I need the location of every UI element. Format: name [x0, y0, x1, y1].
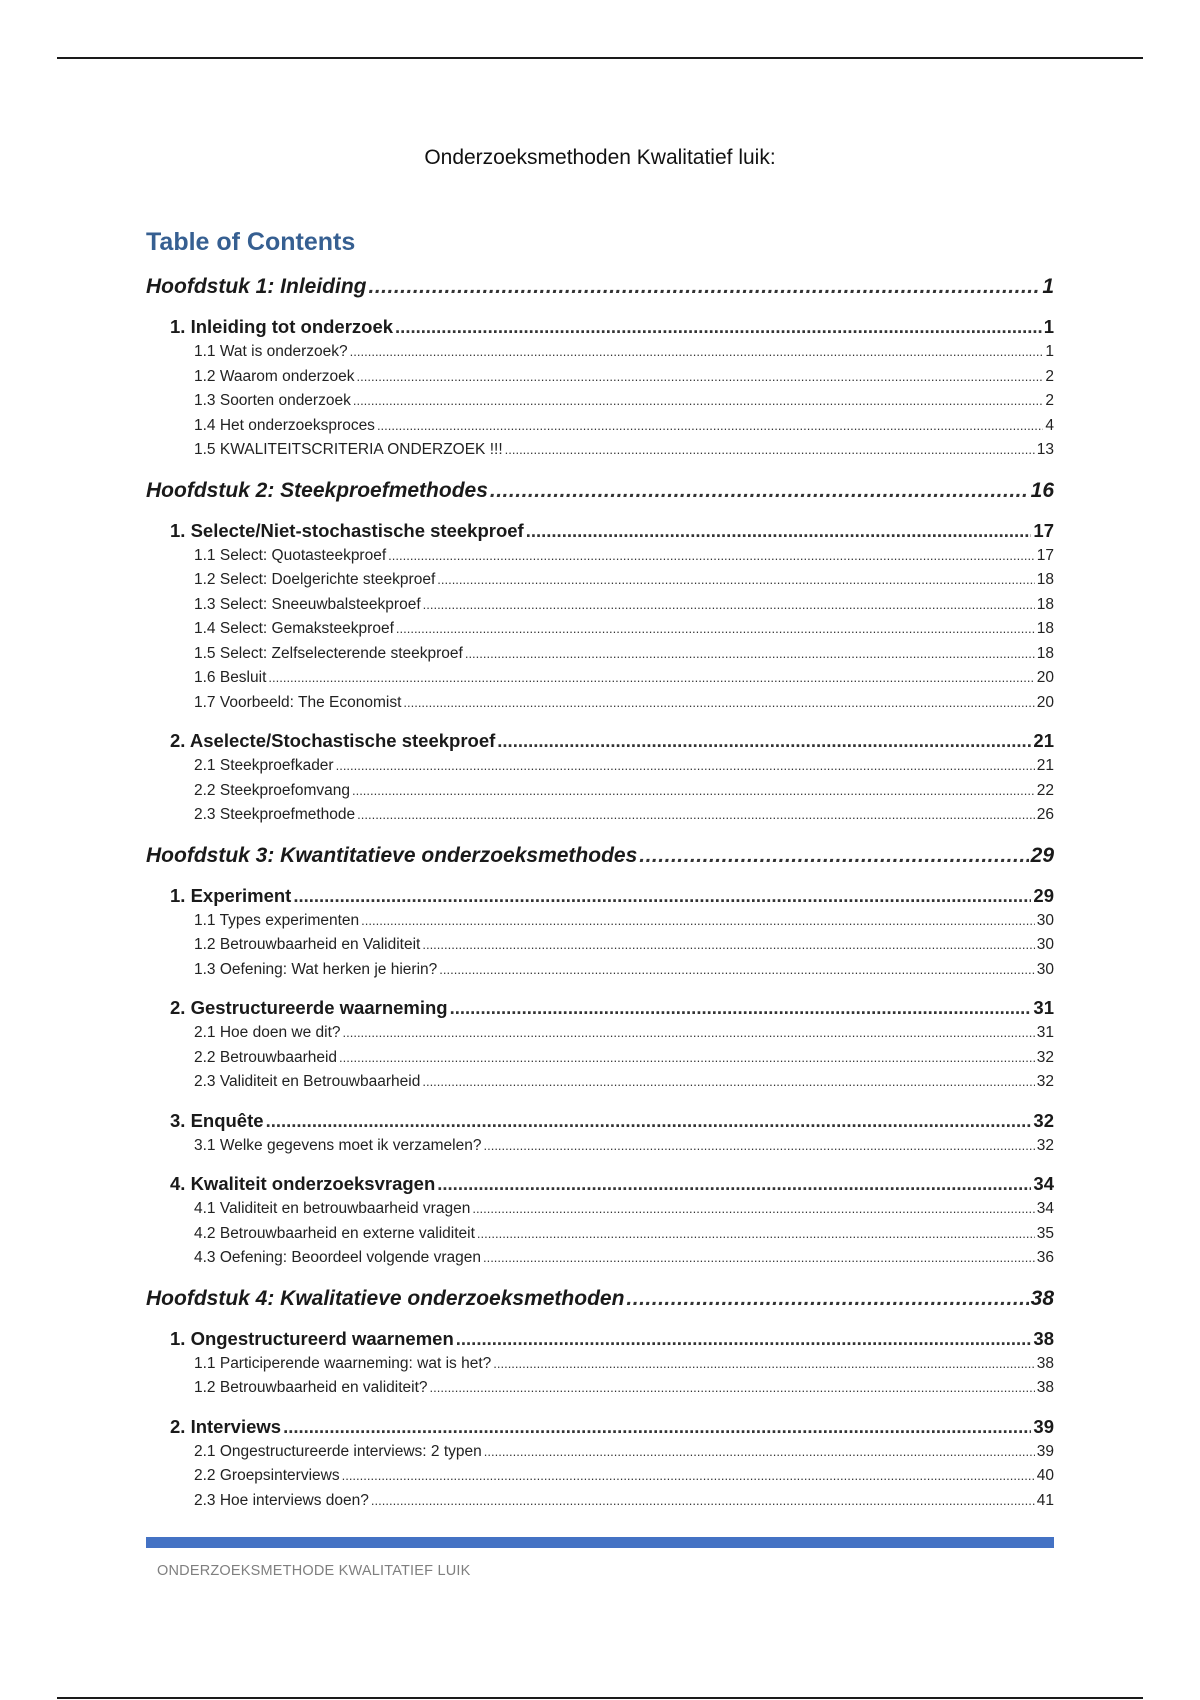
- toc-heading: Table of Contents: [146, 228, 356, 256]
- toc-subsection-entry-page-number: 30: [1036, 960, 1054, 978]
- dot-leader: [339, 1046, 1035, 1071]
- table-of-contents: [146, 225, 1054, 1513]
- toc-chapter-entry[interactable]: [146, 842, 1054, 870]
- toc-subsection-entry-page-number: 18: [1036, 644, 1054, 662]
- toc-subsection-entry-title: 1.7 Voorbeeld: The Economist: [194, 693, 402, 711]
- dot-leader: [357, 803, 1035, 828]
- dot-leader: [353, 389, 1044, 414]
- toc-subsection-entry-title: 1.4 Select: Gemaksteekproef: [194, 620, 394, 637]
- toc-subsection-entry[interactable]: [146, 642, 1054, 667]
- toc-subsection-entry[interactable]: [146, 803, 1054, 828]
- dot-leader: [437, 1171, 1031, 1197]
- toc-chapter-entry[interactable]: [146, 477, 1054, 505]
- toc-section-entry-page-number: 34: [1033, 1173, 1054, 1194]
- dot-leader: [283, 1414, 1031, 1440]
- toc-subsection-entry[interactable]: [146, 691, 1054, 716]
- toc-chapter-entry-title: Hoofdstuk 3: Kwantitatieve onderzoeksmethodes: [146, 843, 638, 867]
- toc-subsection-entry-page-number: 38: [1036, 1354, 1054, 1372]
- toc-subsection-entry-title: 1.2 Betrouwbaarheid en validiteit?: [194, 1379, 428, 1396]
- toc-subsection-entry-title: 1.5 Select: Zelfselecterende steekproef: [194, 644, 463, 662]
- toc-section-entry[interactable]: [146, 728, 1054, 754]
- toc-section-entry-title: 2. Aselecte/Stochastische steekproef: [170, 730, 496, 751]
- toc-subsection-entry[interactable]: [146, 754, 1054, 779]
- toc-chapter-entry-page-number: 16: [1030, 478, 1054, 502]
- toc-subsection-entry-page-number: 31: [1036, 1024, 1054, 1041]
- toc-subsection-entry[interactable]: [146, 1197, 1054, 1222]
- toc-section-entry[interactable]: [146, 1414, 1054, 1440]
- toc-subsection-entry[interactable]: [146, 909, 1054, 934]
- toc-subsection-entry-title: 2.2 Betrouwbaarheid: [194, 1048, 338, 1066]
- toc-section-entry-page-number: 38: [1033, 1327, 1054, 1349]
- dot-leader: [450, 995, 1032, 1021]
- toc-subsection-entry-title: 1.1 Wat is onderzoek?: [194, 343, 348, 360]
- dot-leader: [483, 1246, 1035, 1271]
- toc-subsection-entry-title: 1.1 Types experimenten: [194, 911, 360, 929]
- dot-leader: [352, 779, 1035, 804]
- toc-subsection-entry[interactable]: [146, 365, 1054, 390]
- document-title: Onderzoeksmethoden Kwalitatief luik:: [424, 146, 776, 169]
- toc-section-entry-title: 3. Enquête: [170, 1109, 264, 1131]
- toc-section-entry[interactable]: [146, 995, 1054, 1021]
- toc-chapter-entry-title: Hoofdstuk 4: Kwalitatieve onderzoeksmethoden: [146, 1286, 625, 1310]
- toc-subsection-entry[interactable]: [146, 568, 1054, 593]
- toc-subsection-entry-title: 2.1 Ongestructureerde interviews: 2 typen: [194, 1442, 482, 1460]
- dot-leader: [371, 1489, 1035, 1514]
- toc-subsection-entry[interactable]: [146, 1021, 1054, 1046]
- dot-leader: [403, 691, 1034, 716]
- toc-subsection-entry-title: 1.3 Oefening: Wat herken je hierin?: [194, 960, 438, 978]
- toc-subsection-entry-page-number: 18: [1036, 571, 1054, 588]
- toc-subsection-entry-page-number: 39: [1036, 1442, 1054, 1460]
- toc-subsection-entry[interactable]: [146, 414, 1054, 439]
- dot-leader: [388, 544, 1035, 569]
- toc-subsection-entry-title: 2.3 Hoe interviews doen?: [194, 1491, 369, 1509]
- toc-subsection-entry[interactable]: [146, 593, 1054, 618]
- toc-subsection-entry-title: 3.1 Welke gegevens moet ik verzamelen?: [194, 1136, 482, 1154]
- toc-section-entry-title: 1. Selecte/Niet-stochastische steekproef: [170, 519, 524, 541]
- toc-subsection-entry-page-number: 32: [1036, 1048, 1054, 1066]
- toc-subsection-entry-page-number: 34: [1036, 1200, 1054, 1217]
- toc-section-entry[interactable]: [146, 518, 1054, 544]
- toc-subsection-entry-title: 1.6 Besluit: [194, 669, 267, 686]
- toc-subsection-entry-page-number: 13: [1036, 441, 1054, 458]
- toc-subsection-entry-page-number: 30: [1036, 911, 1054, 929]
- dot-leader: [484, 1440, 1035, 1465]
- toc-chapter-entry-title: Hoofdstuk 1: Inleiding: [146, 275, 367, 298]
- toc-subsection-entry-title: 4.3 Oefening: Beoordeel volgende vragen: [194, 1249, 481, 1266]
- toc-subsection-entry-page-number: 32: [1036, 1136, 1054, 1154]
- dot-leader: [293, 883, 1031, 909]
- toc-section-entry-page-number: 39: [1033, 1415, 1054, 1437]
- toc-subsection-entry[interactable]: [146, 544, 1054, 569]
- toc-subsection-entry-page-number: 41: [1036, 1491, 1054, 1509]
- toc-subsection-entry-title: 1.5 KWALITEITSCRITERIA ONDERZOEK !!!: [194, 441, 503, 458]
- dot-leader: [361, 909, 1035, 934]
- toc-subsection-entry[interactable]: [146, 438, 1054, 463]
- toc-section-entry-title: 2. Gestructureerde waarneming: [170, 997, 448, 1018]
- toc-section-entry-page-number: 17: [1033, 519, 1054, 541]
- toc-subsection-entry[interactable]: [146, 958, 1054, 983]
- toc-subsection-entry-title: 2.3 Validiteit en Betrouwbaarheid: [194, 1073, 421, 1090]
- toc-section-entry[interactable]: [146, 1326, 1054, 1352]
- toc-subsection-entry-page-number: 20: [1036, 669, 1054, 686]
- toc-subsection-entry-page-number: 18: [1036, 620, 1054, 637]
- toc-subsection-entry-page-number: 38: [1036, 1379, 1054, 1396]
- toc-section-entry[interactable]: [146, 314, 1054, 340]
- toc-section-entry-title: 4. Kwaliteit onderzoeksvragen: [170, 1173, 436, 1194]
- toc-subsection-entry[interactable]: [146, 1134, 1054, 1159]
- toc-section-entry-page-number: 21: [1033, 730, 1054, 751]
- dot-leader: [497, 728, 1031, 754]
- toc-subsection-entry-page-number: 35: [1036, 1224, 1054, 1242]
- toc-section-entry[interactable]: [146, 1171, 1054, 1197]
- dot-leader: [343, 1021, 1035, 1046]
- toc-section-entry[interactable]: [146, 883, 1054, 909]
- toc-subsection-entry[interactable]: [146, 1070, 1054, 1095]
- toc-entries: [146, 273, 1054, 1513]
- dot-leader: [268, 666, 1034, 691]
- bottom-rule: [57, 1697, 1143, 1699]
- toc-subsection-entry-title: 2.3 Steekproefmethode: [194, 806, 356, 823]
- dot-leader: [377, 414, 1043, 439]
- toc-subsection-entry[interactable]: [146, 617, 1054, 642]
- footer-bar: [146, 1537, 1054, 1548]
- dot-leader: [357, 365, 1044, 390]
- dot-leader: [639, 842, 1028, 870]
- toc-subsection-entry-title: 2.1 Steekproefkader: [194, 757, 334, 774]
- dot-leader: [465, 642, 1035, 667]
- toc-subsection-entry-page-number: 4: [1045, 416, 1054, 434]
- toc-subsection-entry[interactable]: [146, 1222, 1054, 1247]
- dot-leader: [396, 617, 1035, 642]
- dot-leader: [477, 1222, 1035, 1247]
- toc-subsection-entry-title: 1.2 Betrouwbaarheid en Validiteit: [194, 936, 421, 953]
- toc-chapter-entry[interactable]: [146, 273, 1054, 301]
- toc-subsection-entry[interactable]: [146, 1440, 1054, 1465]
- toc-subsection-entry-title: 2.1 Hoe doen we dit?: [194, 1024, 341, 1041]
- dot-leader: [526, 518, 1032, 544]
- toc-subsection-entry-page-number: 1: [1045, 343, 1054, 360]
- toc-chapter-entry-page-number: 29: [1030, 843, 1054, 867]
- toc-subsection-entry[interactable]: [146, 1046, 1054, 1071]
- toc-subsection-entry[interactable]: [146, 1246, 1054, 1271]
- toc-section-entry-title: 1. Inleiding tot onderzoek: [170, 316, 394, 337]
- toc-chapter-entry-page-number: 38: [1030, 1286, 1054, 1310]
- toc-subsection-entry[interactable]: [146, 1376, 1054, 1401]
- dot-leader: [266, 1108, 1032, 1134]
- dot-leader: [336, 754, 1035, 779]
- toc-subsection-entry-title: 4.2 Betrouwbaarheid en externe validiteit: [194, 1224, 475, 1242]
- toc-subsection-entry-page-number: 17: [1036, 546, 1054, 564]
- dot-leader: [350, 340, 1044, 365]
- toc-subsection-entry[interactable]: [146, 340, 1054, 365]
- toc-subsection-entry-title: 1.1 Select: Quotasteekproef: [194, 546, 387, 564]
- toc-section-entry-page-number: 29: [1033, 884, 1054, 906]
- toc-subsection-entry-page-number: 26: [1036, 806, 1054, 823]
- toc-chapter-entry[interactable]: [146, 1285, 1054, 1313]
- dot-leader: [430, 1376, 1035, 1401]
- toc-section-entry-page-number: 32: [1033, 1109, 1054, 1131]
- dot-leader: [439, 958, 1034, 983]
- top-rule: [57, 57, 1143, 59]
- toc-subsection-entry-page-number: 21: [1036, 757, 1054, 774]
- dot-leader: [395, 314, 1042, 340]
- dot-leader: [483, 1134, 1034, 1159]
- toc-subsection-entry[interactable]: [146, 1464, 1054, 1489]
- dot-leader: [505, 438, 1035, 463]
- toc-section-entry-page-number: 31: [1033, 997, 1054, 1018]
- dot-leader: [423, 593, 1035, 618]
- toc-subsection-entry-title: 1.2 Waarom onderzoek: [194, 367, 355, 385]
- toc-subsection-entry-page-number: 30: [1036, 936, 1054, 953]
- toc-subsection-entry-page-number: 36: [1036, 1249, 1054, 1266]
- toc-subsection-entry-page-number: 18: [1036, 595, 1054, 613]
- toc-subsection-entry-title: 2.2 Steekproefomvang: [194, 781, 350, 799]
- toc-subsection-entry-page-number: 22: [1036, 781, 1054, 799]
- toc-section-entry[interactable]: [146, 1108, 1054, 1134]
- toc-subsection-entry[interactable]: [146, 1489, 1054, 1514]
- toc-subsection-entry-title: 1.4 Het onderzoeksproces: [194, 416, 375, 434]
- toc-subsection-entry-title: 1.3 Soorten onderzoek: [194, 392, 351, 409]
- toc-section-entry-title: 2. Interviews: [170, 1415, 282, 1437]
- toc-subsection-entry-page-number: 2: [1045, 367, 1054, 385]
- toc-subsection-entry-page-number: 20: [1036, 693, 1054, 711]
- dot-leader: [456, 1326, 1032, 1352]
- toc-subsection-entry-title: 2.2 Groepsinterviews: [194, 1467, 340, 1484]
- dot-leader: [369, 273, 1041, 301]
- toc-subsection-entry[interactable]: [146, 1352, 1054, 1377]
- dot-leader: [422, 1070, 1034, 1095]
- toc-subsection-entry-page-number: 32: [1036, 1073, 1054, 1090]
- toc-subsection-entry-page-number: 2: [1045, 392, 1054, 409]
- toc-subsection-entry-title: 1.1 Participerende waarneming: wat is het?: [194, 1354, 492, 1372]
- toc-section-entry-title: 1. Ongestructureerd waarnemen: [170, 1327, 454, 1349]
- toc-section-entry-title: 1. Experiment: [170, 884, 292, 906]
- dot-leader: [490, 477, 1029, 505]
- toc-chapter-entry-title: Hoofdstuk 2: Steekproefmethodes: [146, 478, 488, 502]
- toc-subsection-entry[interactable]: [146, 933, 1054, 958]
- toc-subsection-entry[interactable]: [146, 666, 1054, 691]
- toc-section-entry-page-number: 1: [1043, 316, 1054, 337]
- dot-leader: [626, 1285, 1028, 1313]
- dot-leader: [493, 1352, 1035, 1377]
- toc-subsection-entry-title: 1.3 Select: Sneeuwbalsteekproef: [194, 595, 421, 613]
- footer-text: ONDERZOEKSMETHODE KWALITATIEF LUIK: [157, 1563, 471, 1579]
- toc-subsection-entry-page-number: 40: [1036, 1467, 1054, 1484]
- toc-subsection-entry-title: 1.2 Select: Doelgerichte steekproef: [194, 571, 436, 588]
- toc-subsection-entry[interactable]: [146, 779, 1054, 804]
- dot-leader: [472, 1197, 1034, 1222]
- toc-chapter-entry-page-number: 1: [1042, 275, 1054, 298]
- toc-subsection-entry[interactable]: [146, 389, 1054, 414]
- toc-subsection-entry-title: 4.1 Validiteit en betrouwbaarheid vragen: [194, 1200, 471, 1217]
- dot-leader: [422, 933, 1034, 958]
- dot-leader: [342, 1464, 1035, 1489]
- dot-leader: [437, 568, 1035, 593]
